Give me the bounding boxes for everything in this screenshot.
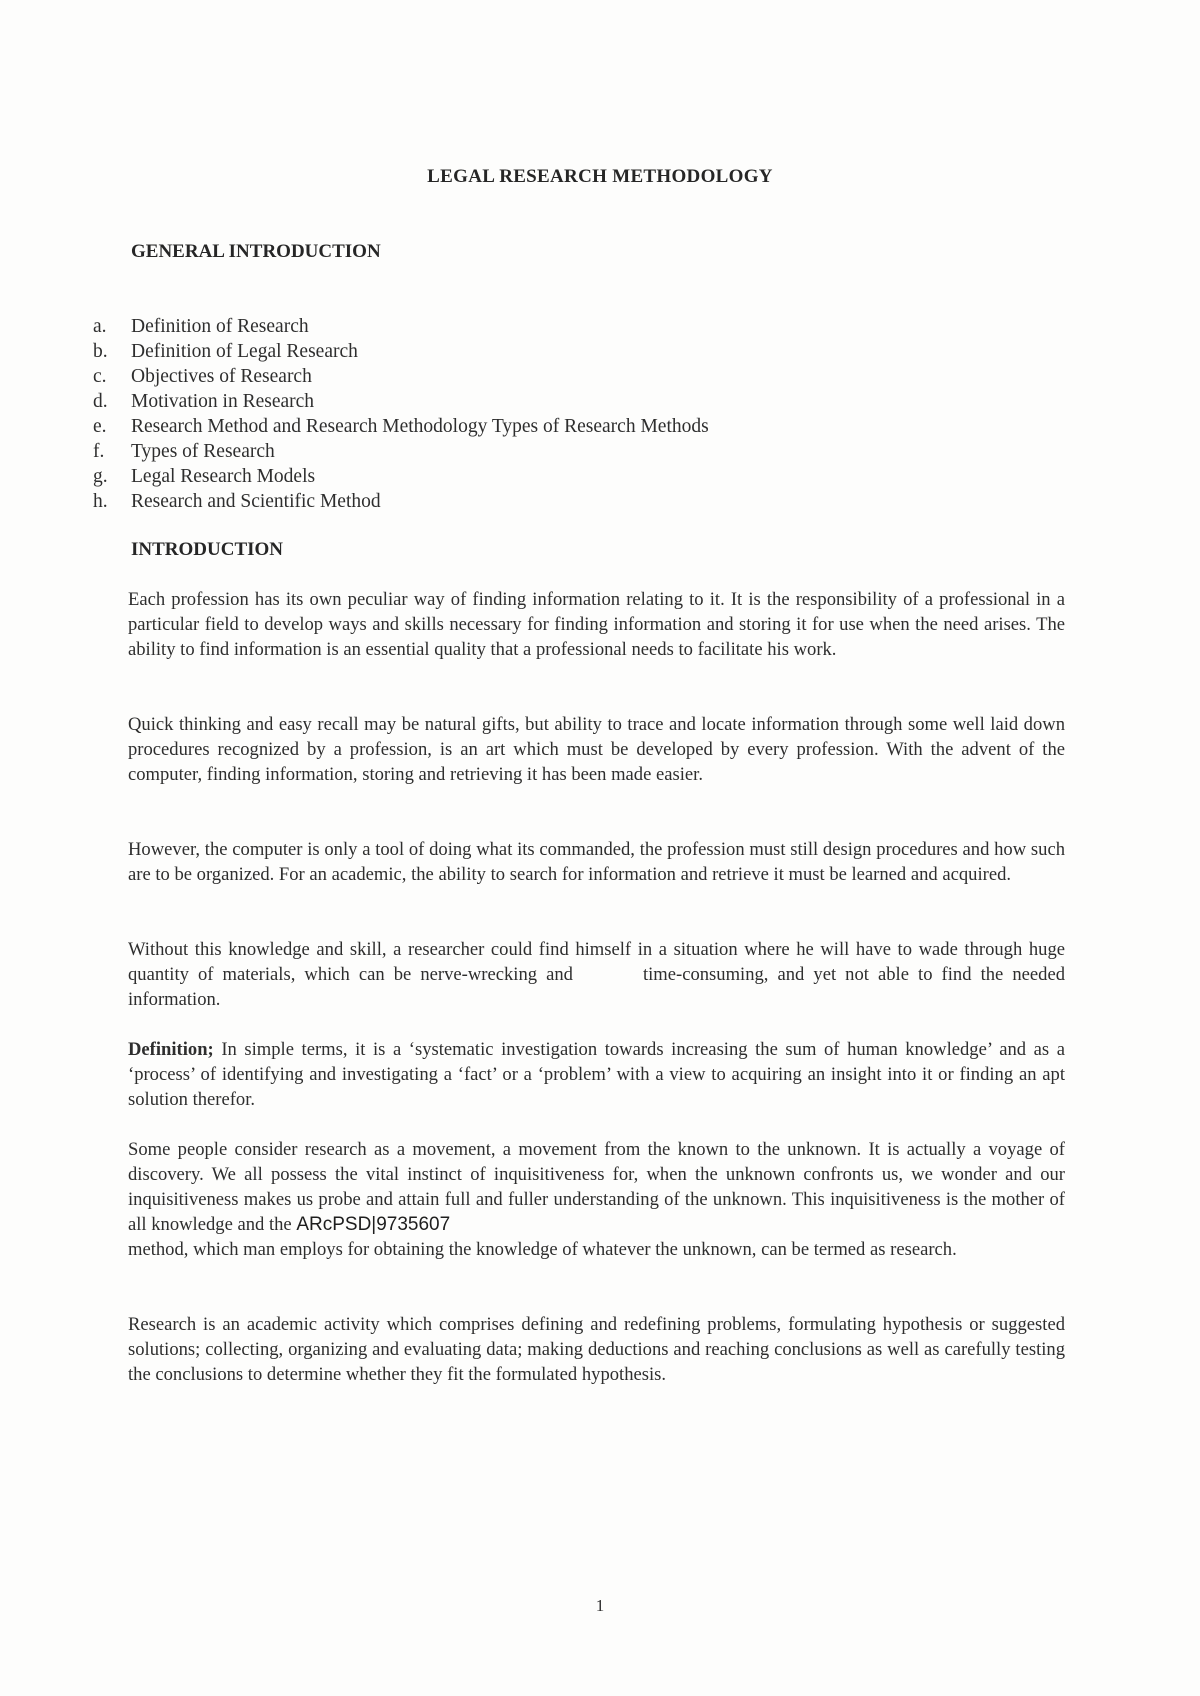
paragraph-professional-information: Each profession has its own peculiar way of finding information relating to it. It is the responsibility of a professional in a particular field to develop ways and skills necessary for finding information and storing it for use when the need arises. The ability to find information is an essential quality that a professional needs to facilitate his work. (128, 589, 1065, 660)
paragraph-movement (128, 1137, 1065, 1262)
list-item-text: Definition of Legal Research (131, 341, 358, 362)
list-item-text: Definition of Research (131, 316, 309, 337)
paragraph-quick-thinking: Quick thinking and easy recall may be natural gifts, but ability to trace and locate information through some well laid down procedures recognized by a profession, is an art which must be developed by every profession. With the advent of the computer, finding information, storing and retrieving it has been made easier. (128, 714, 1065, 785)
list-item (0, 314, 1200, 339)
list-item (0, 464, 1200, 489)
paragraph-text: Some people consider research as a movement, a movement from the known to the unknown. It is actually a voyage of discovery. We all possess the vital instinct of inquisitiveness for, when the unknown confronts us, we wonder and our inquisitiveness makes us probe and attain full and fuller understanding of the unknown. This inquisitiveness is the mother of all knowledge and the (128, 1139, 1065, 1235)
paragraph-knowledge-skill (128, 937, 1065, 1012)
list-marker: c. (93, 366, 107, 387)
topics-list (0, 314, 1200, 514)
list-marker: h. (93, 491, 108, 512)
page-number: 1 (595, 1596, 605, 1615)
list-item (0, 339, 1200, 364)
list-item (0, 439, 1200, 464)
list-item (0, 414, 1200, 439)
list-marker: f. (93, 441, 105, 462)
document-code: ARcPSD|9735607 (296, 1214, 451, 1235)
list-item-text: Objectives of Research (131, 366, 312, 387)
general-introduction-heading: GENERAL INTRODUCTION (131, 241, 381, 262)
paragraph-text: In simple terms, it is a ‘systematic investigation towards increasing the sum of human knowledge’ and as a ‘process’ of identifying and investigating a ‘fact’ or a ‘problem’ with a view to acquiring an insight into it or finding an apt solution therefor. (128, 1039, 1065, 1110)
paragraph-computer-tool: However, the computer is only a tool of doing what its commanded, the profession must still design procedures and how such are to be organized. For an academic, the ability to search for information and retrieve it must be learned and acquired. (128, 839, 1065, 885)
introduction-heading: INTRODUCTION (131, 539, 284, 560)
paragraph-definition (128, 1037, 1065, 1112)
list-item (0, 489, 1200, 514)
list-item-text: Types of Research (131, 441, 275, 462)
paragraph-text: Without this knowledge and skill, a researcher could find himself in a situation where he will have to wade through huge quantity of materials, which can be nerve-wrecking and (128, 939, 1065, 985)
list-item (0, 389, 1200, 414)
list-item-text: Legal Research Models (131, 466, 316, 487)
paragraph-text: method, which man employs for obtaining the knowledge of whatever the unknown, can be termed as research. (128, 1239, 957, 1260)
list-marker: g. (93, 466, 108, 487)
list-marker: a. (93, 316, 107, 337)
list-marker: b. (93, 341, 108, 362)
document-title: LEGAL RESEARCH METHODOLOGY (427, 166, 773, 187)
list-item (0, 364, 1200, 389)
definition-label: Definition; (128, 1039, 214, 1060)
list-item-text: Research Method and Research Methodology Types of Research Methods (131, 416, 709, 437)
list-marker: d. (93, 391, 108, 412)
list-item-text: Motivation in Research (131, 391, 315, 412)
paragraph-academic-activity: Research is an academic activity which comprises defining and redefining problems, formulating hypothesis or suggested solutions; collecting, organizing and evaluating data; making deductions and reaching conclusions as well as carefully testing the conclusions to determine whether they fit the formulated hypothesis. (128, 1314, 1065, 1385)
paragraph-text: time-consuming, and yet not able to find the needed information. (128, 964, 1065, 1010)
list-item-text: Research and Scientific Method (131, 491, 381, 512)
list-marker: e. (93, 416, 107, 437)
